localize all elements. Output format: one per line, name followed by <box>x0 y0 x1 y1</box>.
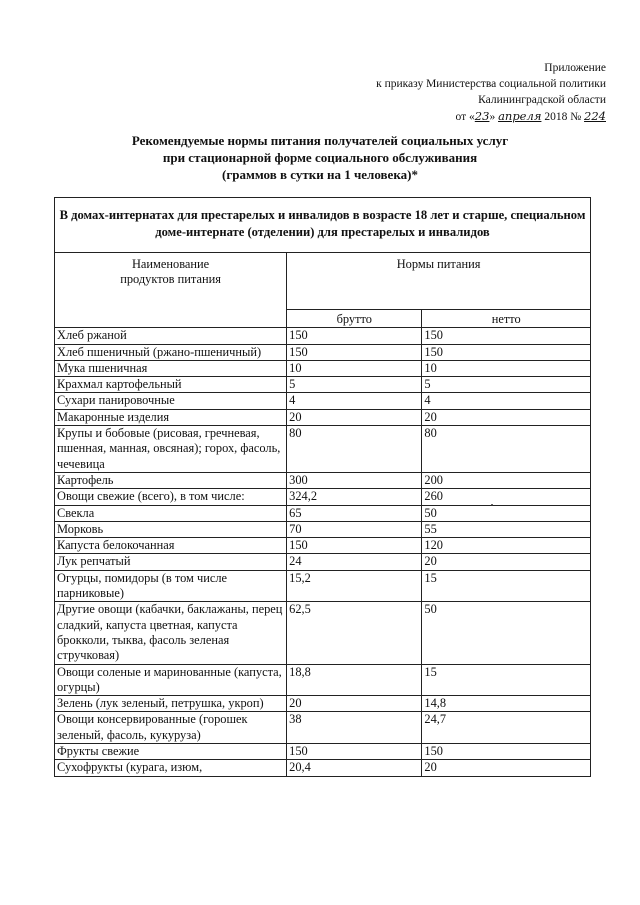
table-row <box>55 554 591 570</box>
product-name-cell: Хлеб ржаной <box>55 328 287 344</box>
net-value-cell: 150 <box>422 328 591 344</box>
net-value-cell: 14,8 <box>422 696 591 712</box>
net-value-cell: 10 <box>422 360 591 376</box>
product-name-cell: Фрукты свежие <box>55 744 287 760</box>
gross-value-cell: 300 <box>287 472 422 488</box>
net-value-cell: 200 <box>422 472 591 488</box>
net-value-cell: 20 <box>422 760 591 776</box>
gross-value-cell: 38 <box>287 712 422 744</box>
table-row <box>55 521 591 537</box>
table-row <box>55 393 591 409</box>
gross-value-cell: 24 <box>287 554 422 570</box>
table-row <box>55 409 591 425</box>
product-name-cell: Огурцы, помидоры (в том числе парниковые) <box>55 570 287 602</box>
date-prefix: от « <box>455 111 475 123</box>
gross-value-cell: 10 <box>287 360 422 376</box>
net-value-cell: 150 <box>422 744 591 760</box>
gross-value-cell: 324,2 <box>287 489 422 505</box>
net-value-cell: 20 <box>422 409 591 425</box>
product-name-cell: Другие овощи (кабачки, баклажаны, перец сладкий, капуста цветная, капуста брокколи, тыква, фасоль зеленая стручковая) <box>55 602 287 664</box>
product-name-cell: Хлеб пшеничный (ржано-пшеничный) <box>55 344 287 360</box>
table-row <box>55 328 591 344</box>
region-line: Калининградской области <box>478 94 606 106</box>
date-year: 2018 № <box>541 111 585 123</box>
net-value-cell: 260 <box>422 489 591 505</box>
product-name-cell: Крахмал картофельный <box>55 377 287 393</box>
product-name-cell: Овощи свежие (всего), в том числе: <box>55 489 287 505</box>
date-day: 23 <box>474 109 490 123</box>
product-name-cell: Свекла <box>55 505 287 521</box>
table-row <box>55 602 591 664</box>
product-name-cell: Сухари панировочные <box>55 393 287 409</box>
table-row <box>55 377 591 393</box>
net-value-cell: 15 <box>422 664 591 696</box>
product-name-cell: Макаронные изделия <box>55 409 287 425</box>
header-row <box>55 253 591 310</box>
table-row <box>55 538 591 554</box>
table-row <box>55 344 591 360</box>
product-column-header: Наименование продуктов питания <box>55 253 287 328</box>
net-column-header: нетто <box>422 310 591 328</box>
order-line: к приказу Министерства социальной политики <box>376 78 606 90</box>
product-name-cell: Крупы и бобовые (рисовая, гречневая, пшенная, манная, овсяная); горох, фасоль, чечевица <box>55 426 287 473</box>
table-row <box>55 760 591 776</box>
table-row <box>55 489 591 505</box>
product-name-cell: Капуста белокочанная <box>55 538 287 554</box>
gross-value-cell: 18,8 <box>287 664 422 696</box>
product-name-cell: Мука пшеничная <box>55 360 287 376</box>
gross-value-cell: 20 <box>287 696 422 712</box>
gross-column-header: брутто <box>287 310 422 328</box>
gross-value-cell: 62,5 <box>287 602 422 664</box>
appendix-block <box>306 60 606 125</box>
nutrition-norms-table <box>54 197 591 777</box>
gross-value-cell: 70 <box>287 521 422 537</box>
net-value-cell: 24,7 <box>422 712 591 744</box>
product-name-cell: Овощи соленые и маринованные (капуста, огурцы) <box>55 664 287 696</box>
gross-value-cell: 150 <box>287 744 422 760</box>
table-row <box>55 744 591 760</box>
date-month: апреля <box>498 109 542 123</box>
title-line-3: (граммов в сутки на 1 человека)* <box>222 167 418 182</box>
order-number: 224 <box>584 109 606 123</box>
title-line-2: при стационарной форме социального обслуживания <box>162 150 478 165</box>
appendix-title: Приложение <box>544 62 606 74</box>
gross-value-cell: 20,4 <box>287 760 422 776</box>
gross-value-cell: 150 <box>287 344 422 360</box>
table-row <box>55 712 591 744</box>
table-row <box>55 570 591 602</box>
gross-value-cell: 65 <box>287 505 422 521</box>
gross-value-cell: 15,2 <box>287 570 422 602</box>
table-row <box>55 505 591 521</box>
norms-column-header: Нормы питания <box>287 253 591 310</box>
product-name-cell: Зелень (лук зеленый, петрушка, укроп) <box>55 696 287 712</box>
gross-value-cell: 4 <box>287 393 422 409</box>
scan-speck <box>491 504 493 506</box>
table-row <box>55 360 591 376</box>
net-value-cell: 4 <box>422 393 591 409</box>
table-row <box>55 664 591 696</box>
net-value-cell: 20 <box>422 554 591 570</box>
product-name-cell: Сухофрукты (курага, изюм, <box>55 760 287 776</box>
section-title: В домах-интернатах для престарелых и инвалидов в возрасте 18 лет и старше, специальном доме-интернате (отделении) для престарелых и инвалидов <box>55 198 591 253</box>
net-value-cell: 15 <box>422 570 591 602</box>
net-value-cell: 55 <box>422 521 591 537</box>
table-row <box>55 426 591 473</box>
section-row <box>55 198 591 253</box>
product-name-cell: Морковь <box>55 521 287 537</box>
product-name-cell: Лук репчатый <box>55 554 287 570</box>
gross-value-cell: 150 <box>287 328 422 344</box>
net-value-cell: 50 <box>422 602 591 664</box>
order-date-line <box>306 108 606 125</box>
page-title <box>0 132 640 183</box>
title-line-1: Рекомендуемые нормы питания получателей социальных услуг <box>131 133 509 148</box>
gross-value-cell: 80 <box>287 426 422 473</box>
gross-value-cell: 5 <box>287 377 422 393</box>
product-name-cell: Картофель <box>55 472 287 488</box>
table-row <box>55 696 591 712</box>
date-mid: » <box>489 111 499 123</box>
net-value-cell: 5 <box>422 377 591 393</box>
net-value-cell: 50 <box>422 505 591 521</box>
net-value-cell: 120 <box>422 538 591 554</box>
table-row <box>55 472 591 488</box>
net-value-cell: 150 <box>422 344 591 360</box>
gross-value-cell: 150 <box>287 538 422 554</box>
product-name-cell: Овощи консервированные (горошек зеленый, фасоль, кукуруза) <box>55 712 287 744</box>
gross-value-cell: 20 <box>287 409 422 425</box>
net-value-cell: 80 <box>422 426 591 473</box>
